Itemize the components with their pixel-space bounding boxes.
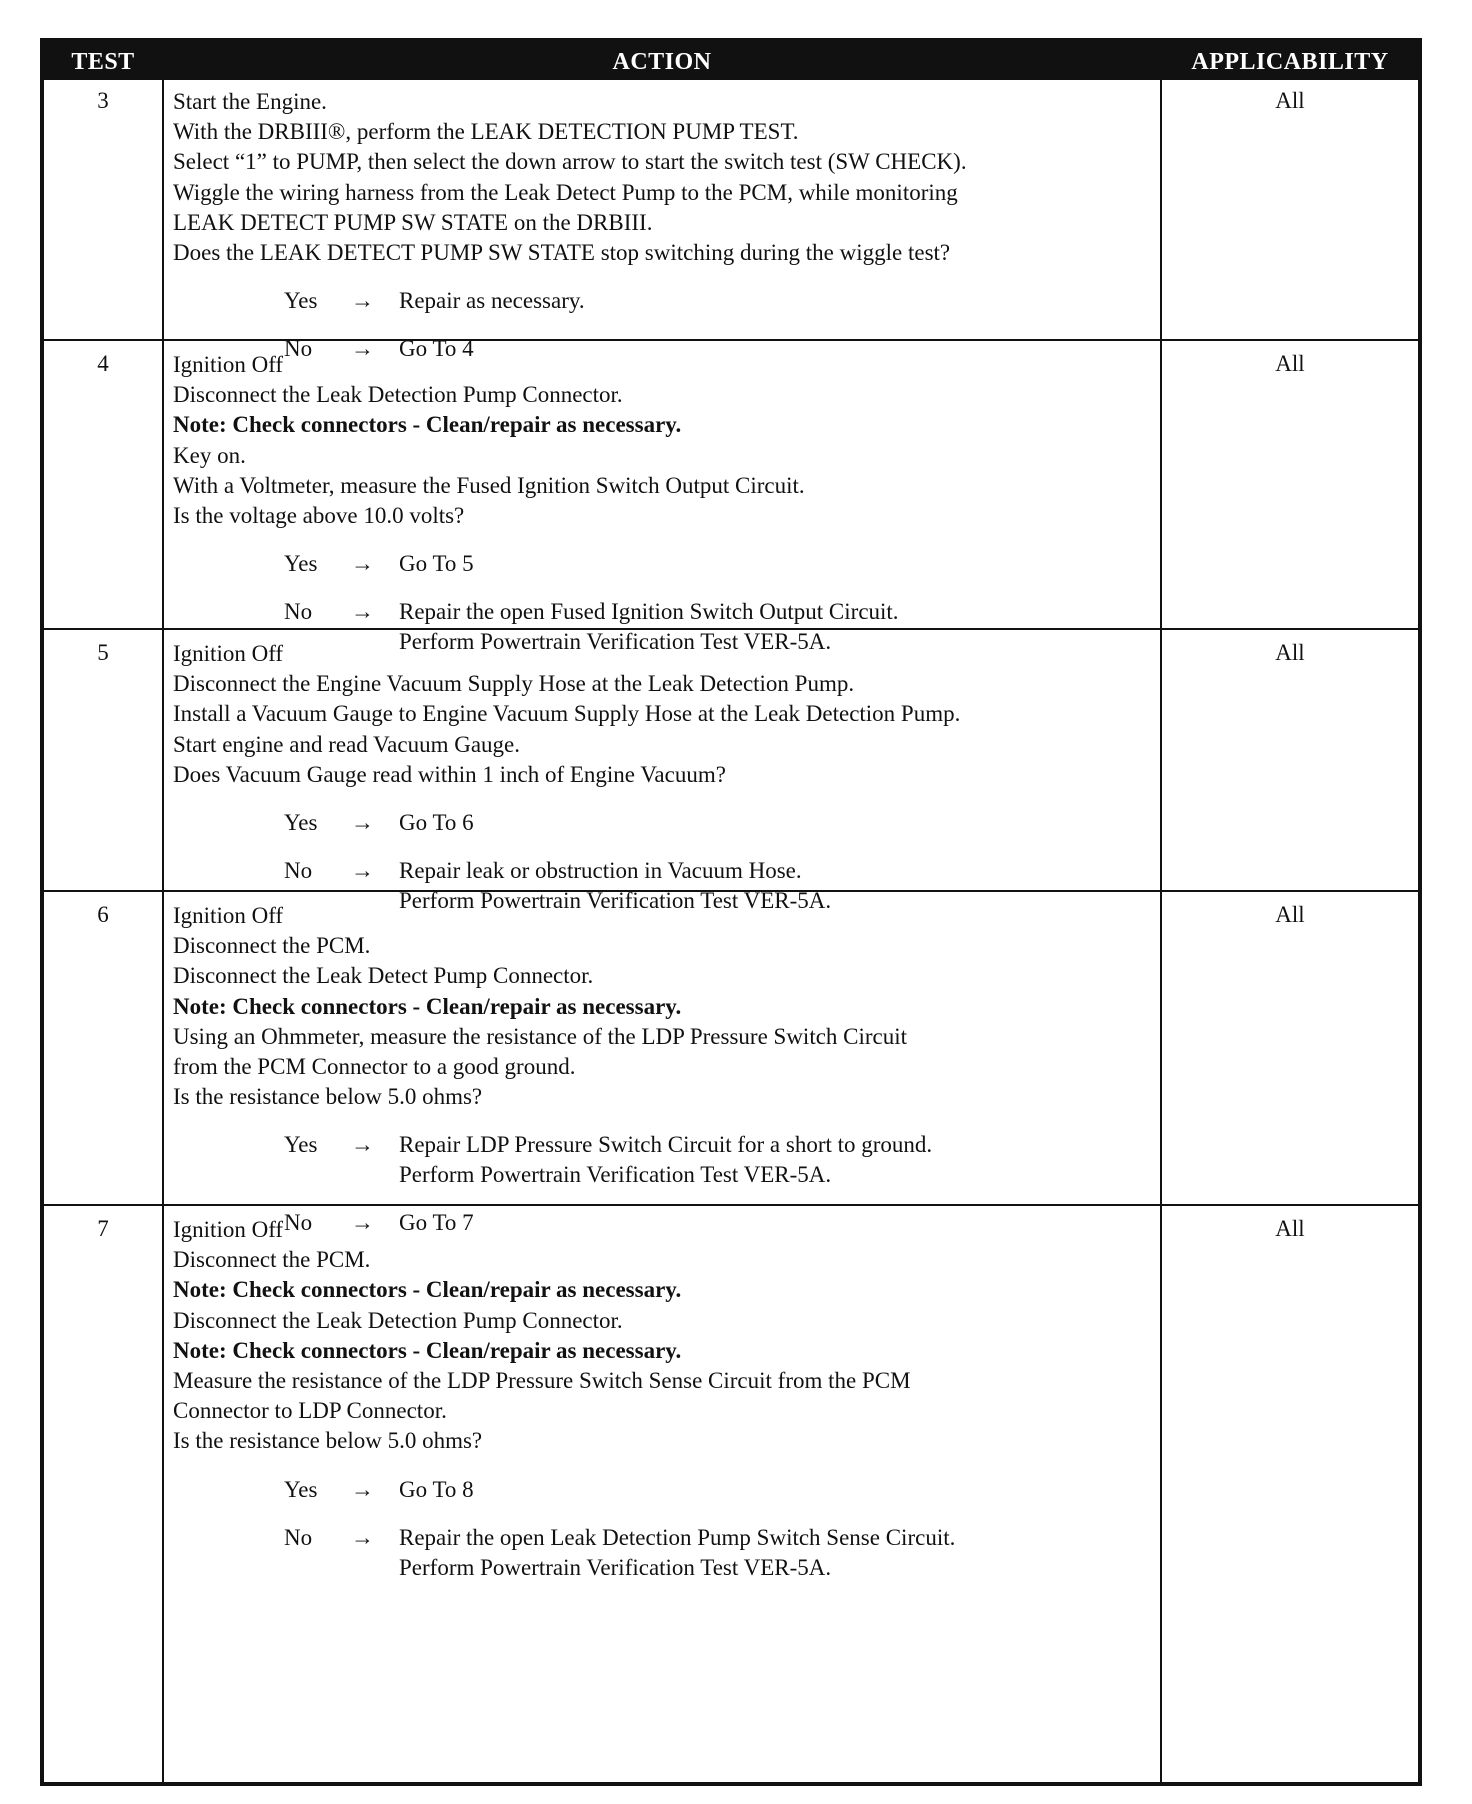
header-test: TEST (71, 49, 135, 75)
instruction-line: Disconnect the PCM. (173, 1247, 371, 1273)
table-row (44, 628, 1418, 914)
note-line: Note: Check connectors - Clean/repair as necessary. (173, 412, 682, 438)
instruction-line: Install a Vacuum Gauge to Engine Vacuum Supply Hose at the Leak Detection Pump. (173, 701, 961, 727)
table-row (44, 76, 1418, 362)
choice-item (173, 1475, 1160, 1505)
result-text: Perform Powertrain Verification Test VER-5A. (399, 1162, 832, 1188)
instruction-line: from the PCM Connector to a good ground. (173, 1054, 576, 1080)
header-action: ACTION (612, 49, 712, 75)
test-number: 5 (97, 640, 109, 665)
action-cell (162, 1206, 1162, 1782)
instruction-line: Start the Engine. (173, 89, 327, 114)
result-text: Go To 8 (399, 1476, 474, 1502)
instruction-line: Ignition Off (173, 903, 284, 928)
header-applicability: APPLICABILITY (1191, 49, 1389, 75)
note-line: Note: Check connectors - Clean/repair as necessary. (173, 1337, 682, 1363)
note-line: Note: Check connectors - Clean/repair as necessary. (173, 1277, 682, 1303)
result-text: Repair leak or obstruction in Vacuum Hose. (399, 858, 802, 884)
instruction-line: Measure the resistance of the LDP Pressure Switch Sense Circuit from the PCM (173, 1368, 911, 1394)
test-number: 6 (97, 902, 109, 927)
result-text: Repair the open Fused Ignition Switch Output Circuit. (399, 599, 899, 625)
instruction-line: Is the resistance below 5.0 ohms? (173, 1428, 483, 1454)
action-cell (162, 78, 1162, 362)
instruction-line: Disconnect the Leak Detection Pump Connector. (173, 1307, 623, 1333)
action-cell (162, 630, 1162, 914)
choice-item (173, 286, 1160, 316)
answer-label: No (284, 336, 313, 362)
result-text: Repair the open Leak Detection Pump Switch Sense Circuit. (399, 1524, 956, 1550)
instruction-line: Is the resistance below 5.0 ohms? (173, 1084, 483, 1110)
choice-item (173, 1523, 1160, 1583)
result-text: Perform Powertrain Verification Test VER-5A. (399, 888, 832, 914)
instruction-line: Does the LEAK DETECT PUMP SW STATE stop switching during the wiggle test? (173, 240, 951, 266)
arrow-icon: → (351, 1524, 374, 1550)
answer-label: No (284, 1524, 313, 1550)
answer-label: Yes (284, 1476, 318, 1502)
instruction-line: Ignition Off (173, 641, 284, 666)
answer-label: No (284, 1210, 313, 1236)
arrow-icon: → (351, 551, 374, 577)
instruction-line: With a Voltmeter, measure the Fused Ignition Switch Output Circuit. (173, 472, 805, 498)
table-row (44, 339, 1418, 655)
arrow-icon: → (351, 1476, 374, 1502)
choice-list (173, 1475, 1160, 1583)
arrow-icon: → (351, 599, 374, 625)
instruction-line: LEAK DETECT PUMP SW STATE on the DRBIII. (173, 209, 653, 235)
instruction-line: Ignition Off (173, 1217, 284, 1242)
arrow-icon: → (351, 810, 374, 836)
instruction-line: Disconnect the PCM. (173, 933, 371, 959)
result-text: Perform Powertrain Verification Test VER-5A. (399, 1554, 832, 1580)
arrow-icon: → (351, 1132, 374, 1158)
diagnostic-table (40, 38, 1422, 1786)
instruction-line: Does Vacuum Gauge read within 1 inch of Engine Vacuum? (173, 761, 726, 787)
test-number: 4 (97, 351, 109, 376)
applicability-cell: All (1275, 351, 1305, 376)
instruction-line: Using an Ohmmeter, measure the resistance of the LDP Pressure Switch Circuit (173, 1023, 908, 1049)
action-cell (162, 341, 1162, 655)
table-row (44, 1204, 1418, 1782)
instruction-line: Ignition Off (173, 352, 284, 377)
instruction-line: Is the voltage above 10.0 volts? (173, 503, 465, 529)
result-text: Go To 6 (399, 810, 474, 836)
instruction-line: With the DRBIII®, perform the LEAK DETECTION PUMP TEST. (173, 119, 799, 145)
applicability-cell: All (1275, 902, 1305, 927)
result-text: Go To 5 (399, 551, 474, 577)
test-number: 3 (97, 88, 109, 113)
instruction-line: Key on. (173, 442, 246, 468)
result-text: Repair LDP Pressure Switch Circuit for a short to ground. (399, 1132, 933, 1158)
arrow-icon: → (351, 1210, 374, 1236)
answer-label: Yes (284, 288, 318, 314)
result-text: Go To 4 (399, 336, 474, 362)
table-row (44, 890, 1418, 1236)
table-header (44, 42, 1418, 80)
arrow-icon: → (351, 336, 374, 362)
choice-item (173, 1130, 1160, 1190)
instruction-line: Disconnect the Leak Detection Pump Connector. (173, 382, 623, 408)
answer-label: No (284, 858, 313, 884)
applicability-cell: All (1275, 1216, 1305, 1241)
note-line: Note: Check connectors - Clean/repair as necessary. (173, 993, 682, 1019)
instruction-line: Select “1” to PUMP, then select the down arrow to start the switch test (SW CHECK). (173, 149, 967, 175)
instruction-line: Start engine and read Vacuum Gauge. (173, 731, 521, 757)
arrow-icon: → (351, 288, 374, 314)
result-text: Go To 7 (399, 1210, 474, 1236)
choice-item (173, 549, 1160, 579)
instruction-line: Connector to LDP Connector. (173, 1398, 447, 1424)
choice-item (173, 808, 1160, 838)
answer-label: No (284, 599, 313, 625)
instruction-line: Disconnect the Leak Detect Pump Connector. (173, 963, 594, 989)
applicability-cell: All (1275, 640, 1305, 665)
result-text: Perform Powertrain Verification Test VER-5A. (399, 629, 832, 655)
answer-label: Yes (284, 1132, 318, 1158)
applicability-cell: All (1275, 88, 1305, 113)
answer-label: Yes (284, 810, 318, 836)
arrow-icon: → (351, 858, 374, 884)
instruction-line: Wiggle the wiring harness from the Leak Detect Pump to the PCM, while monitoring (173, 179, 958, 205)
answer-label: Yes (284, 551, 318, 577)
instruction-line: Disconnect the Engine Vacuum Supply Hose at the Leak Detection Pump. (173, 671, 855, 697)
action-cell (162, 892, 1162, 1236)
result-text: Repair as necessary. (399, 288, 585, 314)
test-number: 7 (97, 1216, 109, 1241)
